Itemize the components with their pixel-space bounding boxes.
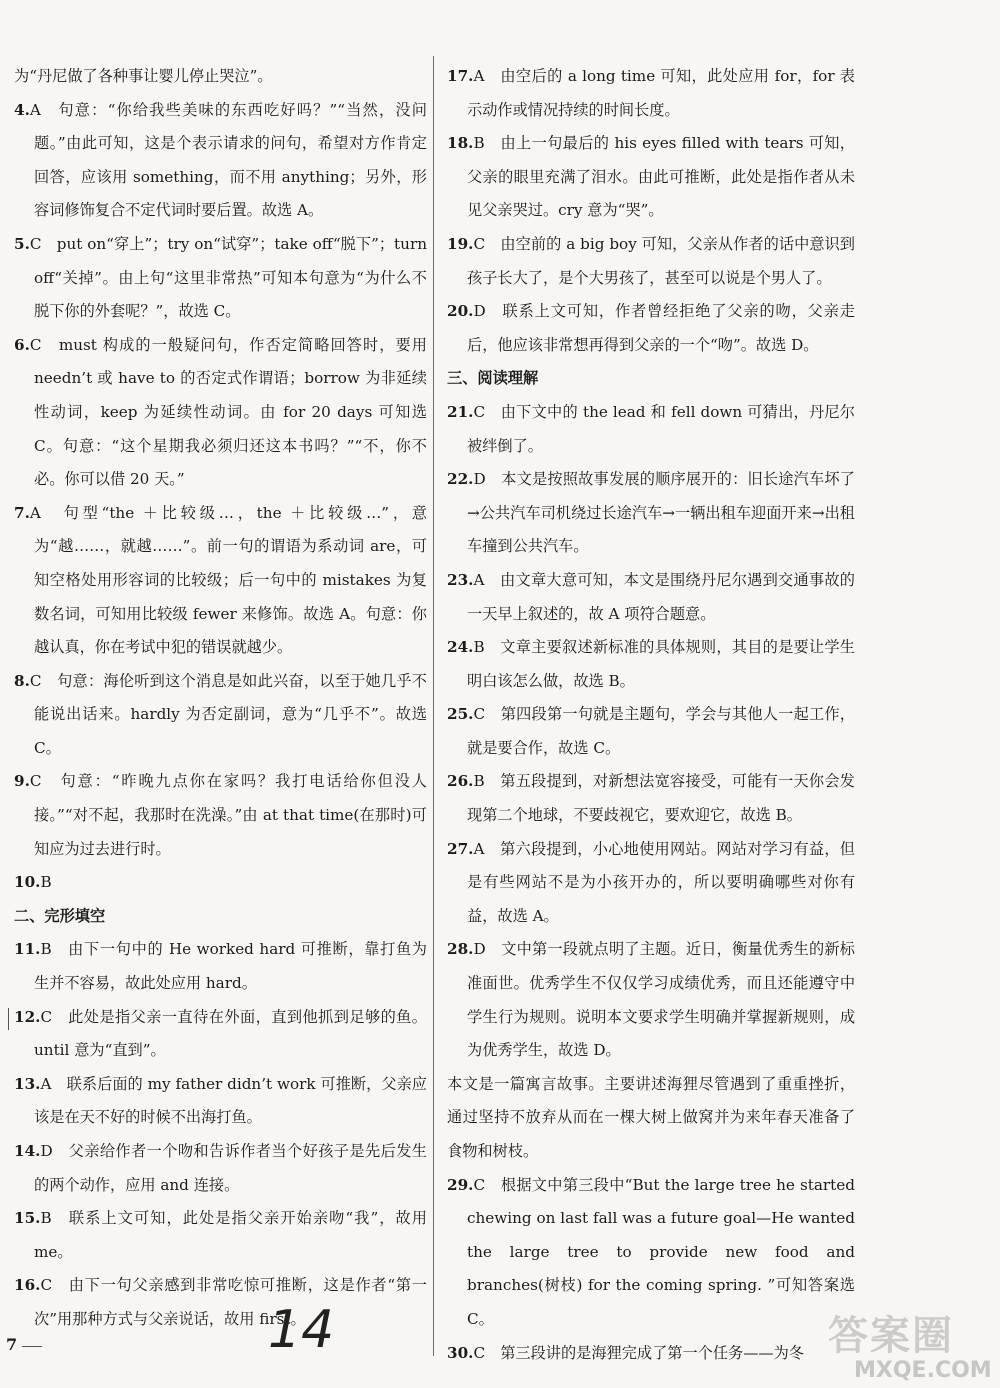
item-text: A 第六段提到，小心地使用网站。网站对学习有益，但是有些网站不是为小孩开办的，所以要明确哪些对你有益，故选 A。: [467, 839, 855, 925]
item-text: C 句意：“昨晚九点你在家吗？我打电话给你但没人接。”“对不起，我那时在洗澡。”由 at that time(在那时)可知应为过去进行时。: [29, 772, 427, 858]
answer-item: [447, 396, 855, 463]
item-number: 25.: [447, 705, 474, 724]
watermark-logo: [828, 1298, 1000, 1388]
answer-item: [447, 933, 855, 1067]
item-number: 5.: [14, 234, 30, 253]
answer-item: [447, 564, 855, 631]
item-number: 14.: [14, 1142, 41, 1160]
item-text: A 句意：“你给我些美味的东西吃好吗？”“当然，没问题。”由此可知，这是个表示请求的问句，希望对方作肯定回答，应该用 something，而不用 anything；另外，形容词修饰复合不定代词时要后置。故选 A。: [29, 100, 427, 220]
answer-item: [447, 698, 855, 765]
item-text: B 文章主要叙述新标准的具体规则，其目的是要让学生明白该怎么做，故选 B。: [467, 638, 855, 690]
item-text: C must 构成的一般疑问句，作否定简略回答时，要用 needn’t 或 have to 的否定式作谓语；borrow 为非延续性动词，keep 为延续性动词。由 for 20 days 可知选 C。句意：“这个星期我必须归还这本书吗？”“不，你不必。你可以借 20 天。”: [29, 335, 427, 489]
item-number: 18.: [447, 134, 474, 153]
item-number: 26.: [447, 772, 474, 791]
answer-item: [14, 866, 427, 900]
item-text: B 由下一句中的 He worked hard 可推断，靠打鱼为生并不容易，故此处应用 hard。: [34, 940, 427, 993]
item-text: D 联系上文可知，作者曾经拒绝了父亲的吻，父亲走后，他应该非常想再得到父亲的一个“吻”。故选 D。: [467, 302, 855, 354]
paragraph: 为“丹尼做了各种事让婴儿停止哭泣”。: [14, 67, 273, 85]
handwritten-number: 14: [268, 1300, 335, 1360]
item-number: 13.: [14, 1074, 41, 1093]
item-text: B: [40, 873, 52, 892]
item-number: 20.: [447, 302, 474, 321]
item-number: 12.: [14, 1007, 41, 1026]
page-number: 7: [6, 1335, 18, 1354]
answer-item: [447, 631, 855, 698]
answer-item: [14, 329, 427, 497]
answer-item: [14, 1202, 427, 1269]
answer-item: [447, 833, 855, 934]
watermark-brand: 答案圈: [828, 1313, 954, 1359]
item-text: A 联系后面的 my father didn’t work 可推断，父亲应该是在天不好的时候不出海打鱼。: [34, 1074, 427, 1127]
answer-item: [447, 463, 855, 564]
answer-item: [14, 497, 427, 665]
answer-item: [14, 1068, 427, 1135]
answer-item: [447, 1169, 855, 1337]
item-number: 27.: [447, 839, 474, 858]
item-text: C 由空前的 a big boy 可知，父亲从作者的话中意识到孩子长大了，是个大男孩了，甚至可以说是个男人了。: [467, 234, 855, 287]
item-number: 29.: [447, 1175, 474, 1194]
item-number: 21.: [447, 402, 474, 421]
watermark-url: MXQE.COM: [854, 1358, 992, 1383]
answer-item: [14, 1135, 427, 1202]
item-text: D 本文是按照故事发展的顺序展开的：旧长途汽车坏了→公共汽车司机绕过长途汽车→一辆出租车迎面开来→出租车撞到公共汽车。: [467, 470, 855, 556]
item-number: 15.: [14, 1209, 41, 1228]
section-heading: 三、阅读理解: [447, 369, 539, 388]
item-number: 7.: [14, 503, 30, 522]
answer-item: [447, 60, 855, 127]
right-column: [447, 60, 855, 1370]
item-number: 10.: [14, 873, 41, 892]
item-text: A 由文章大意可知，本文是围绕丹尼尔遇到交通事故的一天早上叙述的，故 A 项符合题意。: [467, 570, 855, 623]
item-text: B 由上一句最后的 his eyes filled with tears 可知，父亲的眼里充满了泪水。由此可推断，此处是指作者从未见父亲哭过。cry 意为“哭”。: [467, 134, 855, 220]
answer-item: [14, 1001, 427, 1068]
item-number: 19.: [447, 234, 474, 253]
item-number: 11.: [14, 940, 41, 959]
paragraph: 本文是一篇寓言故事。主要讲述海狸尽管遇到了重重挫折，通过坚持不放弃从而在一棵大树上做窝并为来年春天准备了食物和树枝。: [447, 1074, 855, 1160]
item-number: 28.: [447, 940, 474, 959]
page-number-dash: [22, 1346, 42, 1347]
item-number: 22.: [447, 470, 474, 489]
item-text: C 此处是指父亲一直待在外面，直到他抓到足够的鱼。until 意为“直到”。: [34, 1007, 427, 1060]
item-text: C 由下一句父亲感到非常吃惊可推断，这是作者“第一次”用那种方式与父亲说话，故用 first。: [34, 1276, 427, 1328]
item-number: 23.: [447, 570, 474, 589]
answer-item: [447, 295, 855, 362]
answer-item: [14, 94, 427, 228]
answer-item: [447, 127, 855, 228]
item-text: B 联系上文可知，此处是指父亲开始亲吻“我”，故用 me。: [34, 1209, 427, 1261]
margin-mark: [8, 1008, 9, 1030]
column-divider: [433, 56, 434, 1356]
item-text: C 根据文中第三段中“But the large tree he started chewing on last fall was a future goal—He wanted the large tree to provide new food and branches(树枝) for the coming spring. ”可知答案选 C。: [467, 1175, 855, 1328]
item-number: 16.: [14, 1276, 41, 1295]
answer-item: [447, 765, 855, 832]
item-text: C 第三段讲的是海狸完成了第一个任务——为冬: [473, 1343, 804, 1362]
item-number: 9.: [14, 772, 30, 791]
answer-item: [447, 228, 855, 295]
item-number: 17.: [447, 67, 474, 85]
answer-item: [14, 1269, 427, 1336]
section-heading: 二、完形填空: [14, 906, 106, 925]
answer-item: [14, 665, 427, 766]
item-number: 8.: [14, 671, 30, 690]
item-number: 6.: [14, 335, 30, 354]
item-number: 30.: [447, 1343, 474, 1362]
item-text: C 第四段第一句就是主题句，学会与其他人一起工作，就是要合作，故选 C。: [467, 705, 855, 757]
item-text: C put on“穿上”；try on“试穿”；take off“脱下”；turn off“关掉”。由上句“这里非常热”可知本句意为“为什么不脱下你的外套呢？”，故选 C。: [29, 234, 427, 321]
item-text: C 由下文中的 the lead 和 fell down 可猜出，丹尼尔被绊倒了。: [467, 402, 855, 455]
answer-item: [14, 765, 427, 866]
answer-item: [447, 1337, 855, 1371]
left-column: [14, 60, 427, 1337]
answer-item: [14, 933, 427, 1000]
item-text: D 文中第一段就点明了主题。近日，衡量优秀生的新标准面世。优秀学生不仅仅学习成绩优秀，而且还能遵守中学生行为规则。说明本文要求学生明确并掌握新规则，成为优秀学生，故选 D。: [467, 940, 855, 1060]
item-text: B 第五段提到，对新想法宽容接受，可能有一天你会发现第二个地球，不要歧视它，要欢迎它，故选 B。: [467, 772, 855, 825]
item-text: A 由空后的 a long time 可知，此处应用 for，for 表示动作或情况持续的时间长度。: [467, 67, 855, 119]
item-number: 24.: [447, 638, 474, 657]
answer-item: [14, 228, 427, 329]
item-number: 4.: [14, 100, 30, 119]
item-text: D 父亲给作者一个吻和告诉作者当个好孩子是先后发生的两个动作，应用 and 连接。: [34, 1142, 427, 1194]
item-text: A 句型“the ＋比较级…，the ＋比较级…”，意为“越……，就越……”。前一句的谓语为系动词 are，可知空格处用形容词的比较级；后一句中的 mistakes 为复数名词，可知用比较级 fewer 来修饰。故选 A。句意：你越认真，你在考试中犯的错误就越少。: [29, 503, 427, 657]
item-text: C 句意：海伦听到这个消息是如此兴奋，以至于她几乎不能说出话来。hardly 为否定副词，意为“几乎不”。故选 C。: [29, 671, 427, 757]
